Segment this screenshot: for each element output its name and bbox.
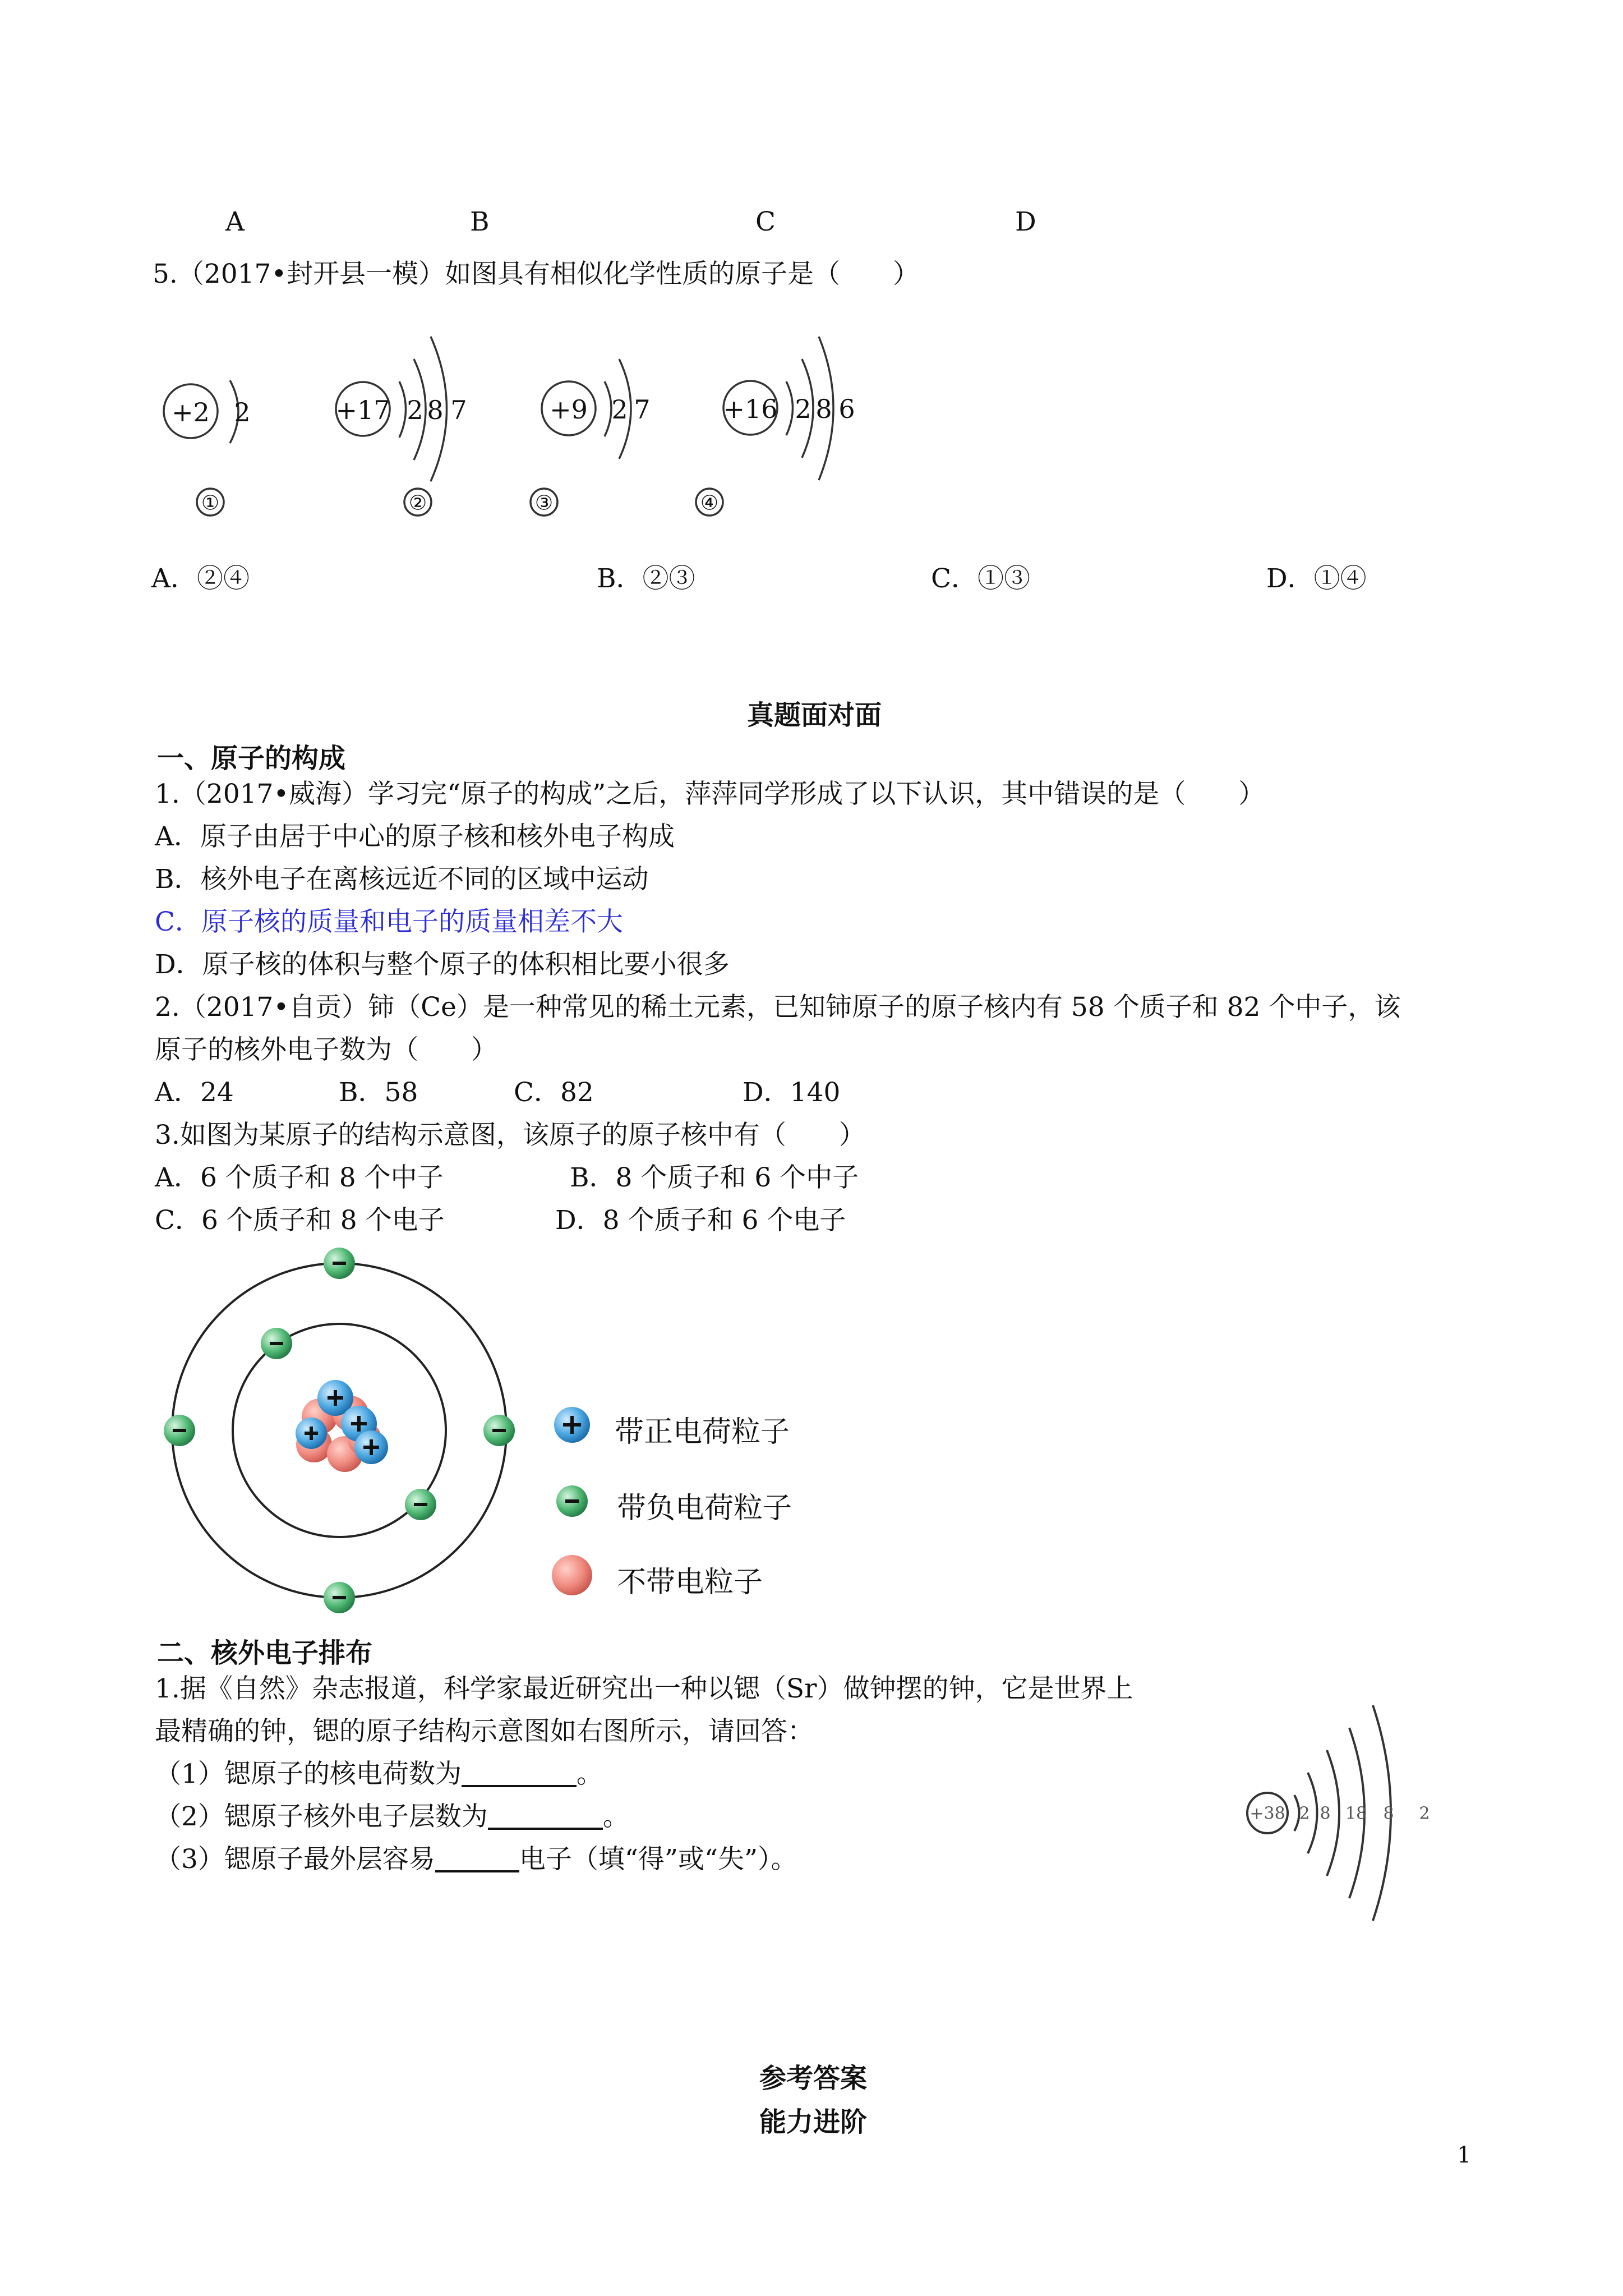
p2-q1-stem-line2: 最精确的钟，锶的原子结构示意图如右图所示，请回答： [155, 1716, 814, 1747]
sub1-period: 。 [576, 1759, 603, 1789]
p2-q1-sub3 [155, 1844, 797, 1875]
part2-heading: 二、核外电子排布 [157, 1637, 373, 1669]
atom3-label: ③ [534, 491, 554, 515]
atom4-shell-3: 6 [838, 394, 855, 424]
p1-q3-stem: 3.如图为某原子的结构示意图，该原子的原子核中有（ ） [155, 1120, 865, 1151]
atom2-shell-1: 2 [407, 395, 423, 425]
electrons [164, 1248, 515, 1613]
p1-q1-option-a: A．原子由居于中心的原子核和核外电子构成 [155, 821, 675, 852]
nucleus [296, 1380, 388, 1472]
sub2-text: （2）锶原子核外电子层数为 [155, 1801, 488, 1832]
atom3-shell-1: 2 [611, 394, 628, 425]
sr-shell-2: 8 [1320, 1803, 1331, 1824]
q5-atom-diagrams [146, 303, 931, 539]
atom3-nucleus: +9 [550, 394, 588, 425]
sr-shell-4: 8 [1383, 1803, 1394, 1824]
atom2-label: ② [408, 491, 427, 515]
atom4-label: ④ [700, 491, 719, 515]
p1-q2-option-d: D．140 [743, 1077, 841, 1108]
atom4-shell-2: 8 [815, 394, 832, 424]
q4-option-label-d: D [1015, 206, 1036, 237]
strontium-diagram [1234, 1694, 1458, 1930]
outer-orbit [172, 1263, 506, 1598]
atom2-shell-3: 7 [450, 395, 467, 425]
atom2-nucleus: +17 [335, 395, 390, 425]
page-number: 1 [1457, 2142, 1472, 2168]
q5-option-b: B．②③ [597, 563, 695, 594]
q5-option-a: A．②④ [151, 563, 250, 594]
q5-stem: 5.（2017•封开县一模）如图具有相似化学性质的原子是（ ） [153, 259, 920, 289]
legend-positive-label: 带正电荷粒子 [615, 1415, 790, 1449]
p1-q1-stem: 1.（2017•威海）学习完“原子的构成”之后，萍萍同学形成了以下认识，其中错误的是（ ） [155, 779, 1265, 809]
q5-option-c: C．①③ [931, 563, 1030, 594]
answers-subtitle: 能力进阶 [759, 2106, 868, 2138]
atom1-shell-1: 2 [234, 397, 251, 427]
sr-shell-5: 2 [1419, 1803, 1430, 1824]
section-title: 真题面对面 [747, 700, 882, 731]
sub3-blank[interactable] [435, 1848, 519, 1872]
p2-q1-sub1 [155, 1761, 603, 1787]
p1-q2-stem-line2: 原子的核外电子数为（ ） [155, 1034, 497, 1065]
p1-q3-option-a: A．6 个质子和 8 个中子 [155, 1162, 444, 1193]
legend-negative-label: 带负电荷粒子 [617, 1492, 792, 1525]
sr-nucleus: +38 [1249, 1803, 1285, 1824]
atom1-nucleus: +2 [172, 397, 210, 427]
sub3-text-a: （3）锶原子最外层容易 [155, 1844, 435, 1875]
atom3-shell-2: 7 [634, 394, 651, 425]
sr-shell-3: 18 [1345, 1803, 1367, 1824]
legend-neutral-label: 不带电粒子 [617, 1566, 763, 1599]
atom2-shell-2: 8 [427, 395, 444, 425]
p1-q1-option-b: B．核外电子在离核远近不同的区域中运动 [155, 864, 649, 895]
q4-option-label-a: A [225, 206, 245, 237]
p1-q1-option-d: D．原子核的体积与整个原子的体积相比要小很多 [155, 949, 730, 980]
sub2-blank[interactable] [488, 1805, 603, 1830]
p1-q3-option-d: D．8 个质子和 6 个电子 [555, 1205, 846, 1236]
p2-q1-sub2 [155, 1803, 629, 1830]
sub3-text-b: 电子（填“得”或“失”）。 [519, 1844, 797, 1875]
legend [552, 1407, 592, 1595]
p1-q2-option-c: C．82 [514, 1077, 594, 1108]
q4-option-label-c: C [755, 206, 776, 237]
p1-q3-option-b: B．8 个质子和 6 个中子 [570, 1162, 859, 1193]
p2-q1-stem-line1: 1.据《自然》杂志报道，科学家最近研究出一种以锶（Sr）做钟摆的钟，它是世界上 [155, 1673, 1133, 1704]
q5-option-d: D．①④ [1266, 563, 1367, 594]
sr-shell-1: 2 [1299, 1803, 1310, 1824]
p1-q2-option-a: A．24 [155, 1077, 234, 1108]
answers-title: 参考答案 [759, 2063, 868, 2094]
p1-q3-option-c: C．6 个质子和 8 个电子 [155, 1205, 445, 1236]
atom1-label: ① [201, 491, 220, 515]
sub2-period: 。 [602, 1801, 629, 1832]
p1-q1-option-c: C．原子核的质量和电子的质量相差不大 [155, 907, 623, 937]
atom4-nucleus: +16 [723, 394, 778, 424]
part1-heading: 一、原子的构成 [157, 743, 346, 774]
q4-option-label-b: B [470, 206, 490, 237]
p1-q2-stem-line1: 2.（2017•自贡）铈（Ce）是一种常见的稀土元素，已知铈原子的原子核内有 58 个质子和 82 个中子，该 [155, 992, 1401, 1023]
sub1-text: （1）锶原子的核电荷数为 [155, 1759, 462, 1789]
sub1-blank[interactable] [462, 1763, 577, 1787]
atom4-shell-1: 2 [795, 394, 811, 424]
p1-q2-option-b: B．58 [339, 1077, 418, 1108]
